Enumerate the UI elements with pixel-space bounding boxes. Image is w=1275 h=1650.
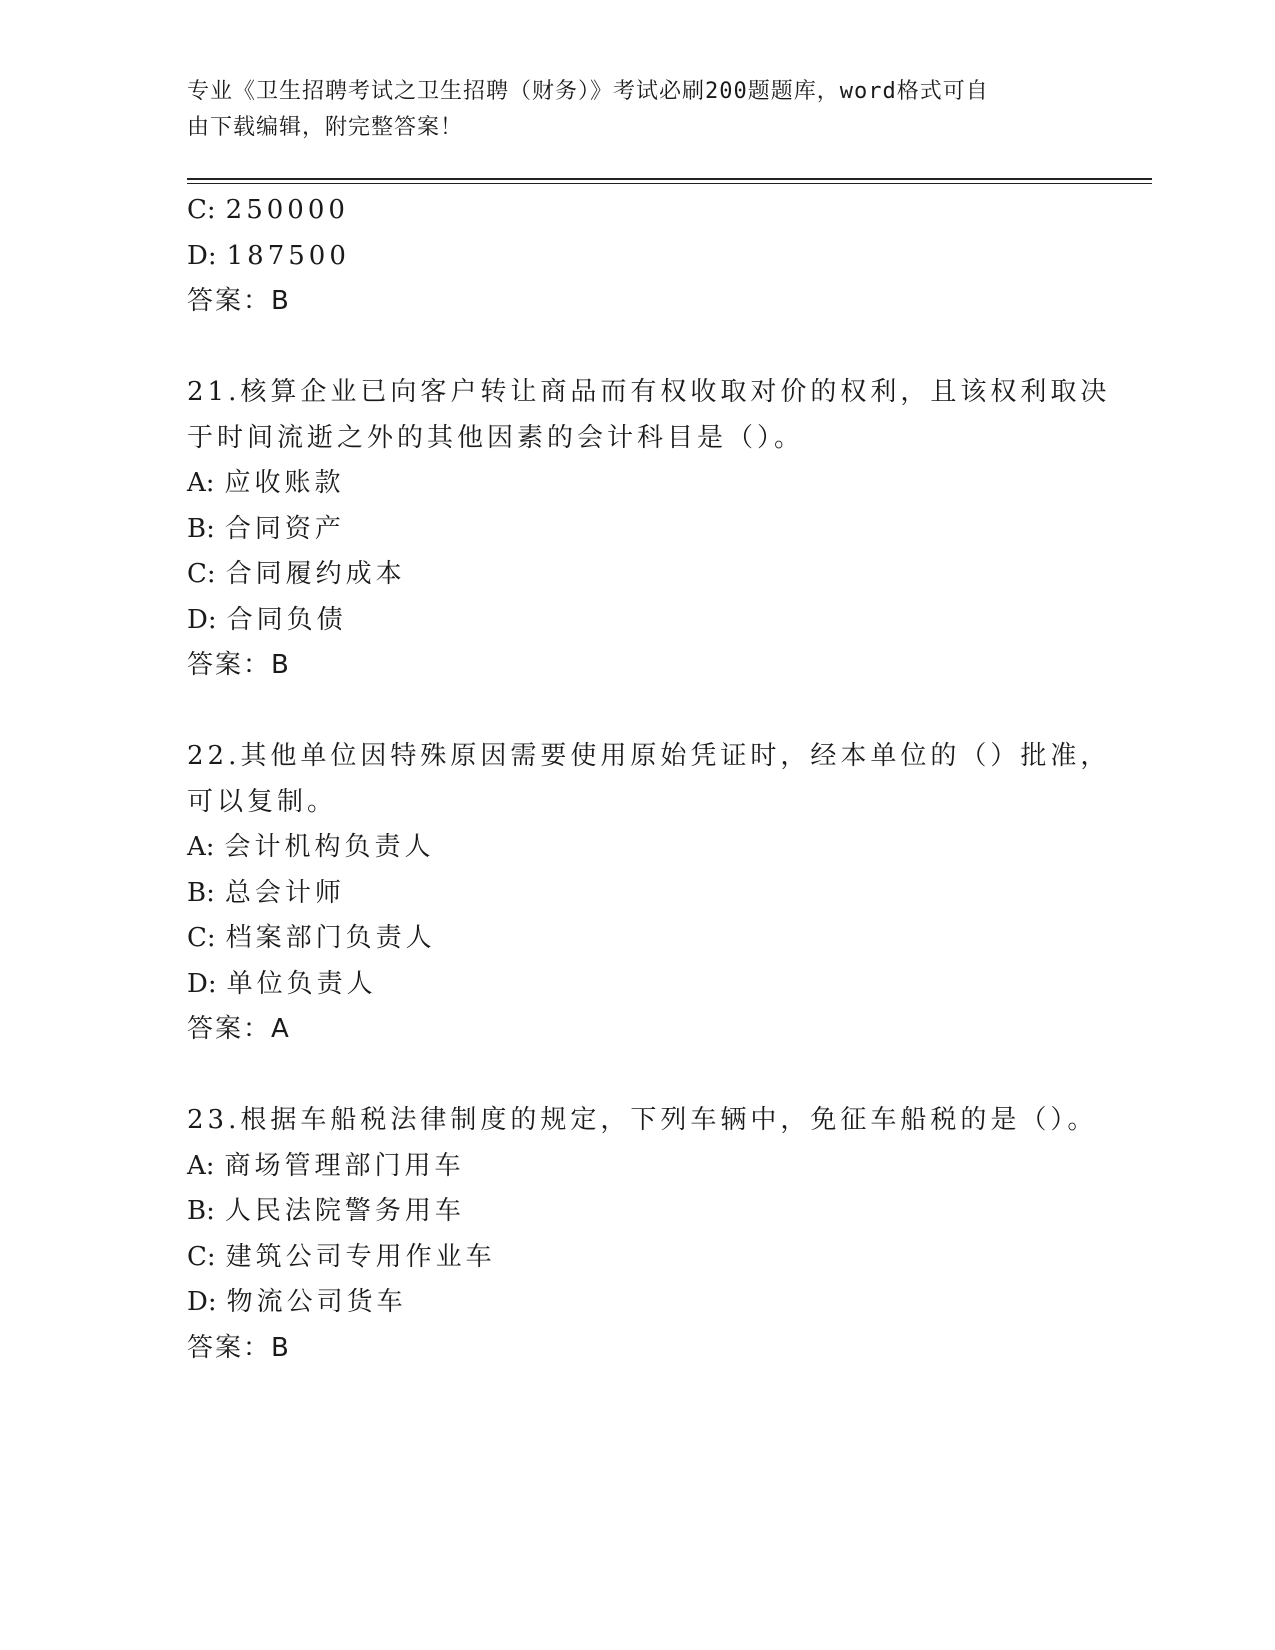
option-c (187, 1235, 1087, 1281)
option-a (187, 461, 1087, 507)
header-divider-thin (187, 183, 1152, 184)
page-header (187, 74, 1087, 146)
answer-label: 答案：B (187, 286, 291, 316)
question-stem: 23.根据车船税法律制度的规定，下列车辆中，免征车船税的是（）。 (187, 1105, 1098, 1135)
option-text: 187500 (226, 240, 350, 271)
question-content (187, 188, 1111, 1371)
option-text: 合同负债 (226, 604, 347, 635)
answer-label: 答案：A (187, 1014, 291, 1044)
option-letter: B: (187, 877, 215, 908)
option-letter: A: (187, 468, 215, 498)
option-c (187, 916, 1087, 962)
option-letter: C: (187, 195, 216, 225)
option-b (187, 1189, 1087, 1235)
option-letter: D: (187, 240, 217, 271)
question-stem-cont: 于时间流逝之外的其他因素的会计科目是（）。 (187, 422, 805, 453)
option-text: 商场管理部门用车 (224, 1150, 465, 1181)
option-c (187, 552, 1087, 598)
option-letter: C: (187, 559, 216, 589)
option-text: 建筑公司专用作业车 (225, 1241, 496, 1272)
option-letter: C: (187, 923, 216, 953)
option-text: 合同履约成本 (225, 559, 406, 589)
option-text: 人民法院警务用车 (224, 1196, 465, 1226)
header-line-2: 由下载编辑，附完整答案！ (187, 115, 464, 140)
option-letter: C: (187, 1241, 216, 1272)
option-text: 档案部门负责人 (225, 923, 436, 953)
option-b (187, 507, 1087, 553)
question-22 (187, 734, 1111, 1053)
question-stem: 21.核算企业已向客户转让商品而有权收取对价的权利，且该权利取决 (187, 377, 1111, 407)
option-text: 总会计师 (224, 877, 345, 908)
option-text: 应收账款 (224, 468, 345, 498)
prev-question (187, 188, 1087, 325)
question-stem: 22.其他单位因特殊原因需要使用原始凭证时，经本单位的（）批准， (187, 741, 1111, 771)
option-a (187, 1144, 1087, 1190)
option-letter: B: (187, 1196, 215, 1226)
option-letter: D: (187, 1287, 217, 1317)
option-letter: B: (187, 513, 215, 544)
option-text: 250000 (225, 195, 349, 225)
option-text: 物流公司货车 (226, 1287, 407, 1317)
option-b (187, 871, 1087, 917)
option-a (187, 825, 1087, 871)
option-c (187, 188, 1087, 234)
question-21 (187, 370, 1111, 689)
option-text: 会计机构负责人 (224, 832, 435, 862)
option-text: 单位负责人 (226, 968, 377, 999)
option-d (187, 962, 1087, 1008)
option-letter: A: (187, 832, 215, 862)
answer-label: 答案：B (187, 650, 291, 680)
option-letter: A: (187, 1150, 215, 1181)
option-letter: D: (187, 968, 217, 999)
question-stem-cont: 可以复制。 (187, 786, 338, 817)
option-d (187, 598, 1087, 644)
option-text: 合同资产 (224, 513, 345, 544)
option-d (187, 1280, 1087, 1326)
option-letter: D: (187, 604, 217, 635)
header-divider-thick (187, 178, 1152, 180)
question-23 (187, 1098, 1098, 1371)
option-d (187, 234, 1087, 280)
answer-label: 答案：B (187, 1332, 291, 1363)
header-line-1: 专业《卫生招聘考试之卫生招聘（财务）》考试必刷200题题库，word格式可自 (187, 79, 989, 104)
